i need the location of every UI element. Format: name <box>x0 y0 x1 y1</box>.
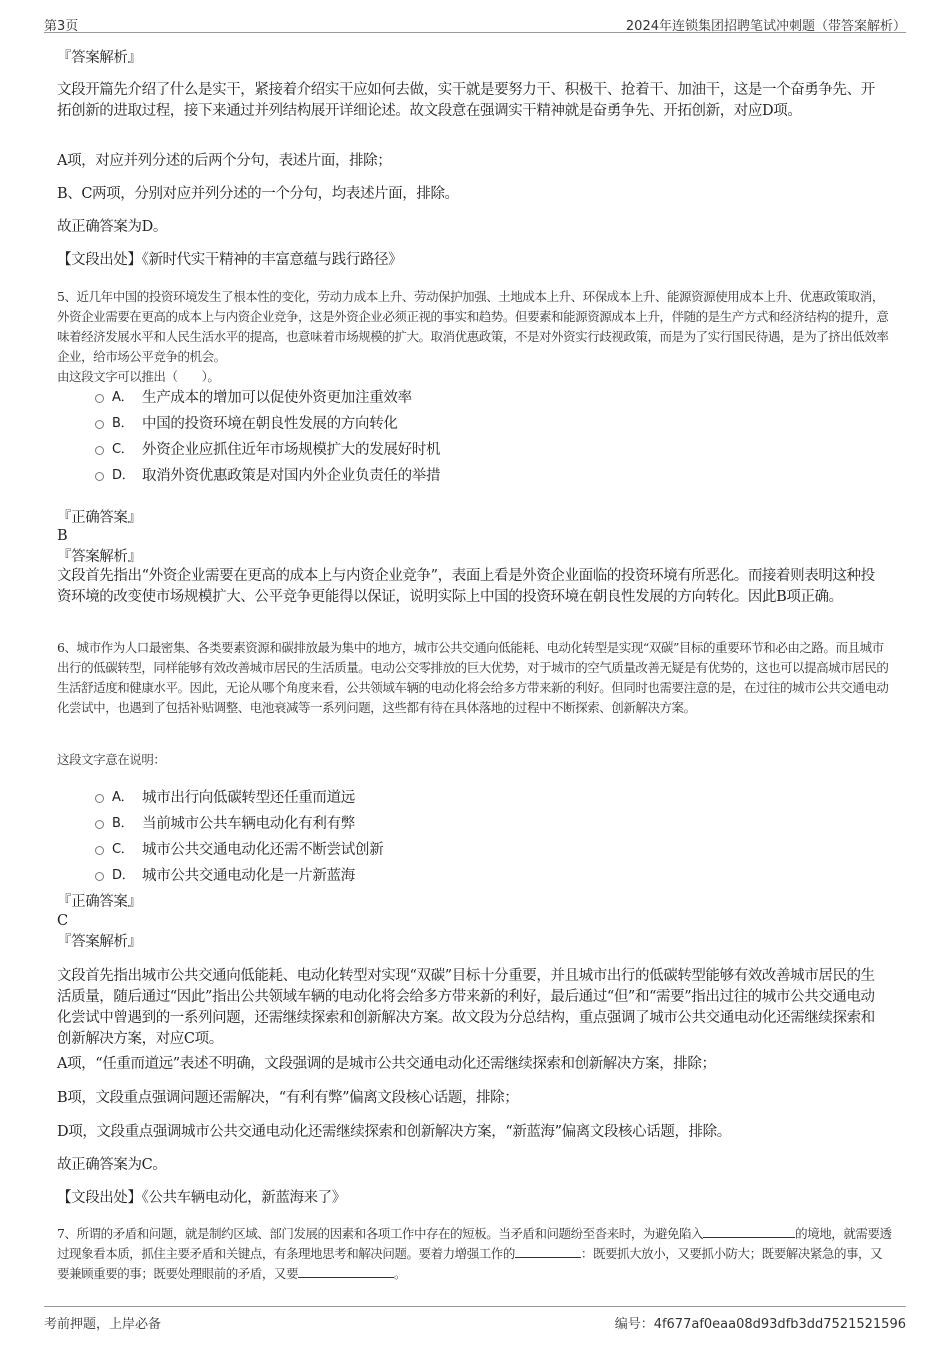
header-divider <box>44 32 906 33</box>
page-header <box>44 12 906 32</box>
q6-question: 这段文字意在说明： <box>57 752 166 767</box>
q7-blank-2[interactable] <box>515 1245 581 1258</box>
radio-icon[interactable] <box>95 472 104 481</box>
q5-options <box>95 385 875 489</box>
q6-analysis-label: 『答案解析』 <box>57 934 142 950</box>
q5-option-a[interactable]: A． 生产成本的增加可以促使外资更加注重效率 <box>95 385 875 411</box>
q4-option-bc-note: B、C两项，分别对应并列分述的一个分句，均表述片面，排除。 <box>57 186 459 202</box>
q4-option-a-note: A项，对应并列分述的后两个分句，表述片面，排除； <box>57 153 392 169</box>
radio-icon[interactable] <box>95 846 104 855</box>
radio-icon[interactable] <box>95 420 104 429</box>
q6-answer-label: 『正确答案』 <box>57 894 142 910</box>
q6-option-b[interactable]: B． 当前城市公共车辆电动化有利有弊 <box>95 811 875 837</box>
radio-icon[interactable] <box>95 794 104 803</box>
q6-option-d[interactable]: D． 城市公共交通电动化是一片新蓝海 <box>95 863 875 889</box>
q5-answer: B <box>57 528 68 544</box>
q4-source: 【文段出处】《新时代实干精神的丰富意蕴与践行路径》 <box>57 252 403 268</box>
q7-blank-1[interactable] <box>703 1225 795 1238</box>
q6-option-a-note: A项，“任重而道远”表述不明确，文段强调的是城市公共交通电动化还需继续探索和创新解决方案，排除； <box>57 1056 716 1072</box>
q7-stem: 7、所谓的矛盾和问题，就是制约区域、部门发展的因素和各项工作中存在的短板。当矛盾和问题纷至沓来时，为避免陷入 的境地，就需要透过现象看本质，抓住主要矛盾和关键点，有条理地思考和解决问题。要着力增强工作的 ：既要抓大放小，又要抓小防大；既要解决紧急的事，又要兼顾重要的事；既要处理眼前的矛盾，又要 。 <box>57 1226 892 1281</box>
radio-icon[interactable] <box>95 446 104 455</box>
q6-option-b-note: B项，文段重点强调问题还需解决，“有利有弊”偏离文段核心话题，排除； <box>57 1090 519 1106</box>
q6-source: 【文段出处】《公共车辆电动化，新蓝海来了》 <box>57 1190 346 1206</box>
q5-option-d[interactable]: D． 取消外资优惠政策是对国内外企业负责任的举措 <box>95 463 875 489</box>
page-number: 第3页 <box>44 19 79 34</box>
q5-question: 由这段文字可以推出（ ）。 <box>57 369 220 384</box>
q6-analysis: 文段首先指出城市公共交通向低能耗、电动化转型对实现“双碳”目标十分重要，并且城市出行的低碳转型能够有效改善城市居民的生活质量，随后通过“因此”指出公共领域车辆的电动化将会给多方带来新的利好，最后通过“但”和“需要”指出过往的城市公共交通电动化尝试中曾遇到的一系列问题，还需继续探索和创新解决方案。故文段为分总结构，重点强调了城市公共交通电动化还需继续探索和创新解决方案，对应C项。 <box>57 968 875 1047</box>
document-title: 2024年连锁集团招聘笔试冲刺题（带答案解析） <box>625 19 906 34</box>
q6-option-c[interactable]: C． 城市公共交通电动化还需不断尝试创新 <box>95 837 875 863</box>
footer-divider <box>44 1306 906 1307</box>
q6-option-a[interactable]: A． 城市出行向低碳转型还任重而道远 <box>95 785 875 811</box>
q5-stem: 5、近几年中国的投资环境发生了根本性的变化，劳动力成本上升、劳动保护加强、土地成本上升、环保成本上升、能源资源使用成本上升、优惠政策取消，外资企业需要在更高的成本上与内资企业竞争，这是外资企业必须正视的事实和趋势。但要素和能源资源成本上升，伴随的是生产方式和经济结构的提升，意味着经济发展水平和人民生活水平的提高，也意味着市场规模的扩大。取消优惠政策，不是对外资实行歧视政策，而是为了实行国民待遇，是为了挤出低效率企业，给市场公平竞争的机会。 <box>57 289 889 364</box>
q6-final-answer: 故正确答案为C。 <box>57 1157 167 1173</box>
q4-analysis-paragraph: 文段开篇先介绍了什么是实干，紧接着介绍实干应如何去做，实干就是要努力干、积极干、抢着干、加油干，这是一个奋勇争先、开拓创新的进取过程，接下来通过并列结构展开详细论述。故文段意在强调实干精神就是奋勇争先、开拓创新，对应D项。 <box>57 82 875 119</box>
q5-answer-label: 『正确答案』 <box>57 510 142 526</box>
page-footer <box>44 1313 906 1333</box>
radio-icon[interactable] <box>95 820 104 829</box>
q6-option-d-note: D项，文段重点强调城市公共交通电动化还需继续探索和创新解决方案，“新蓝海”偏离文段核心话题，排除。 <box>57 1124 731 1140</box>
radio-icon[interactable] <box>95 872 104 881</box>
q5-option-c[interactable]: C． 外资企业应抓住近年市场规模扩大的发展好时机 <box>95 437 875 463</box>
q5-option-b[interactable]: B． 中国的投资环境在朝良性发展的方向转化 <box>95 411 875 437</box>
q5-analysis: 文段首先指出“外资企业需要在更高的成本上与内资企业竞争”，表面上看是外资企业面临的投资环境有所恶化。而接着则表明这种投资环境的改变使市场规模扩大、公平竞争更能得以保证，说明实际上中国的投资环境在朝良性发展的方向转化。因此B项正确。 <box>57 568 875 605</box>
q7-blank-3[interactable] <box>298 1265 394 1278</box>
q6-stem: 6、城市作为人口最密集、各类要素资源和碳排放最为集中的地方，城市公共交通向低能耗、电动化转型是实现“双碳”目标的重要环节和必由之路。而且城市出行的低碳转型，同样能够有效改善城市居民的生活质量。电动公交零排放的巨大优势，对于城市的空气质量改善无疑是有优势的，这也可以提高城市居民的生活舒适度和健康水平。因此，无论从哪个角度来看，公共领域车辆的电动化将会给多方带来新的利好。但同时也需要注意的是，在过往的城市公共交通电动化尝试中，也遇到了包括补贴调整、电池衰减等一系列问题，这些都有待在具体落地的过程中不断探索、创新解决方案。 <box>57 640 889 715</box>
q4-final-answer: 故正确答案为D。 <box>57 219 167 235</box>
q5-analysis-label: 『答案解析』 <box>57 549 142 565</box>
q6-options <box>95 785 875 889</box>
radio-icon[interactable] <box>95 394 104 403</box>
q4-analysis-label: 『答案解析』 <box>57 50 142 66</box>
footer-slogan: 考前押题，上岸必备 <box>44 1317 162 1332</box>
document-id: 编号：4f677af0eaa08d93dfb3dd7521521596 <box>614 1317 906 1332</box>
q6-answer: C <box>57 913 68 929</box>
